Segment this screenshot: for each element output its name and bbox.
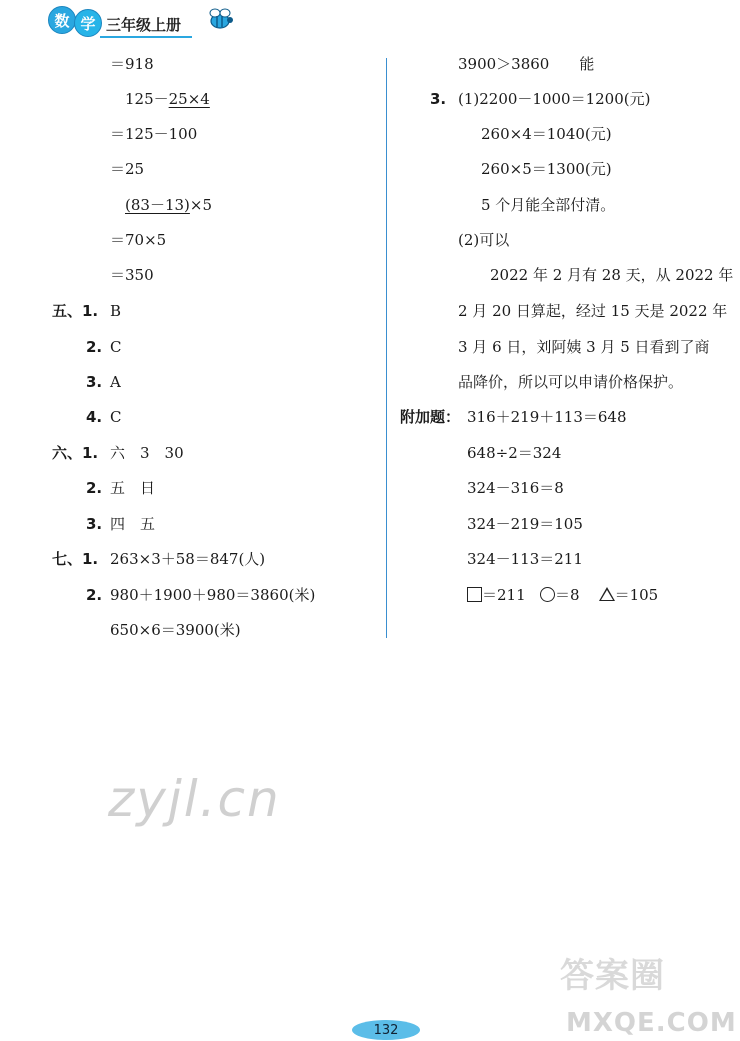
calc-line-3: ＝125－100 bbox=[110, 125, 198, 143]
sec7-answer-2b: 650×6＝3900(米) bbox=[110, 621, 241, 639]
sec5-answer-1: B bbox=[110, 302, 122, 320]
bonus-line-4: 324－113＝211 bbox=[467, 550, 583, 568]
subject-char-2: 学 bbox=[74, 9, 102, 37]
bonus-label: 附加题： bbox=[400, 408, 461, 426]
sec5-num-3: 3. bbox=[86, 373, 103, 391]
calc-line-2-underlined: 25×4 bbox=[168, 90, 210, 108]
square-answer: ＝211 bbox=[482, 586, 526, 604]
q3-part2: (2)可以 bbox=[458, 231, 510, 249]
calc-line-6: ＝70×5 bbox=[110, 231, 167, 249]
bonus-line-2: 324－316＝8 bbox=[467, 479, 564, 497]
para-line-3: 3 月 6 日，刘阿姨 3 月 5 日看到了商 bbox=[458, 338, 710, 356]
square-icon bbox=[467, 587, 482, 602]
calc-line-5-underlined: (83－13) bbox=[125, 196, 190, 214]
q3-num: 3. bbox=[430, 90, 447, 108]
sec6-answer-3: 四 五 bbox=[110, 515, 156, 533]
para-line-1: 2022 年 2 月有 28 天，从 2022 年 bbox=[490, 266, 734, 284]
q3-line-3: 5 个月能全部付清。 bbox=[481, 196, 616, 214]
sec7-answer-1: 263×3＋58＝847(人) bbox=[110, 550, 266, 568]
sec5-answer-4: C bbox=[110, 408, 122, 426]
bonus-line-1: 648÷2＝324 bbox=[467, 444, 562, 462]
calc-line-1: ＝918 bbox=[110, 55, 154, 73]
calc-line-5-post: ×5 bbox=[189, 196, 213, 214]
para-line-4: 品降价，所以可以申请价格保护。 bbox=[458, 373, 684, 391]
sec6-num-3: 3. bbox=[86, 515, 103, 533]
right-top-line: 3900＞3860 能 bbox=[458, 55, 595, 73]
watermark-zyjl: zyjl.cn bbox=[108, 770, 281, 828]
bonus-line-3: 324－219＝105 bbox=[467, 515, 583, 533]
circle-answer: ＝8 bbox=[554, 586, 580, 604]
header-underline bbox=[100, 36, 192, 38]
sec5-num-4: 4. bbox=[86, 408, 103, 426]
sec5-num-2: 2. bbox=[86, 338, 103, 356]
calc-line-2 bbox=[125, 89, 210, 109]
triangle-answer: ＝105 bbox=[614, 586, 659, 604]
sec7-answer-2: 980＋1900＋980＝3860(米) bbox=[110, 586, 316, 604]
calc-line-4: ＝25 bbox=[110, 160, 145, 178]
triangle-icon bbox=[599, 587, 615, 601]
page-number: 132 bbox=[352, 1020, 420, 1040]
sec5-answer-3: A bbox=[110, 373, 121, 391]
bonus-line-0: 316＋219＋113＝648 bbox=[467, 408, 627, 426]
header-badge bbox=[48, 6, 181, 34]
q3-line-2: 260×5＝1300(元) bbox=[481, 160, 612, 178]
calc-line-2-pre: 125－ bbox=[125, 90, 169, 108]
sec6-num-2: 2. bbox=[86, 479, 103, 497]
sec6-answer-1: 六 3 30 bbox=[110, 444, 184, 462]
bee-icon bbox=[204, 6, 238, 32]
grade-title: 三年级上册 bbox=[106, 15, 182, 34]
sec6-answer-2: 五 日 bbox=[110, 479, 156, 497]
watermark-stamp: 答案圈 bbox=[560, 956, 665, 996]
sec6-label: 六、1. bbox=[52, 444, 99, 462]
sec5-answer-2: C bbox=[110, 338, 122, 356]
column-divider bbox=[386, 58, 387, 638]
sec7-num-2: 2. bbox=[86, 586, 103, 604]
circle-icon bbox=[540, 587, 555, 602]
calc-line-5 bbox=[125, 195, 212, 215]
para-line-2: 2 月 20 日算起，经过 15 天是 2022 年 bbox=[458, 302, 728, 320]
sec5-label: 五、1. bbox=[52, 302, 99, 320]
q3-line-1: 260×4＝1040(元) bbox=[481, 125, 612, 143]
subject-char-1: 数 bbox=[48, 6, 76, 34]
calc-line-7: ＝350 bbox=[110, 266, 154, 284]
watermark-site: MXQE.COM bbox=[566, 1008, 737, 1038]
final-answers bbox=[467, 585, 658, 605]
q3-part1: (1)2200－1000＝1200(元) bbox=[458, 90, 651, 108]
sec7-label: 七、1. bbox=[52, 550, 99, 568]
